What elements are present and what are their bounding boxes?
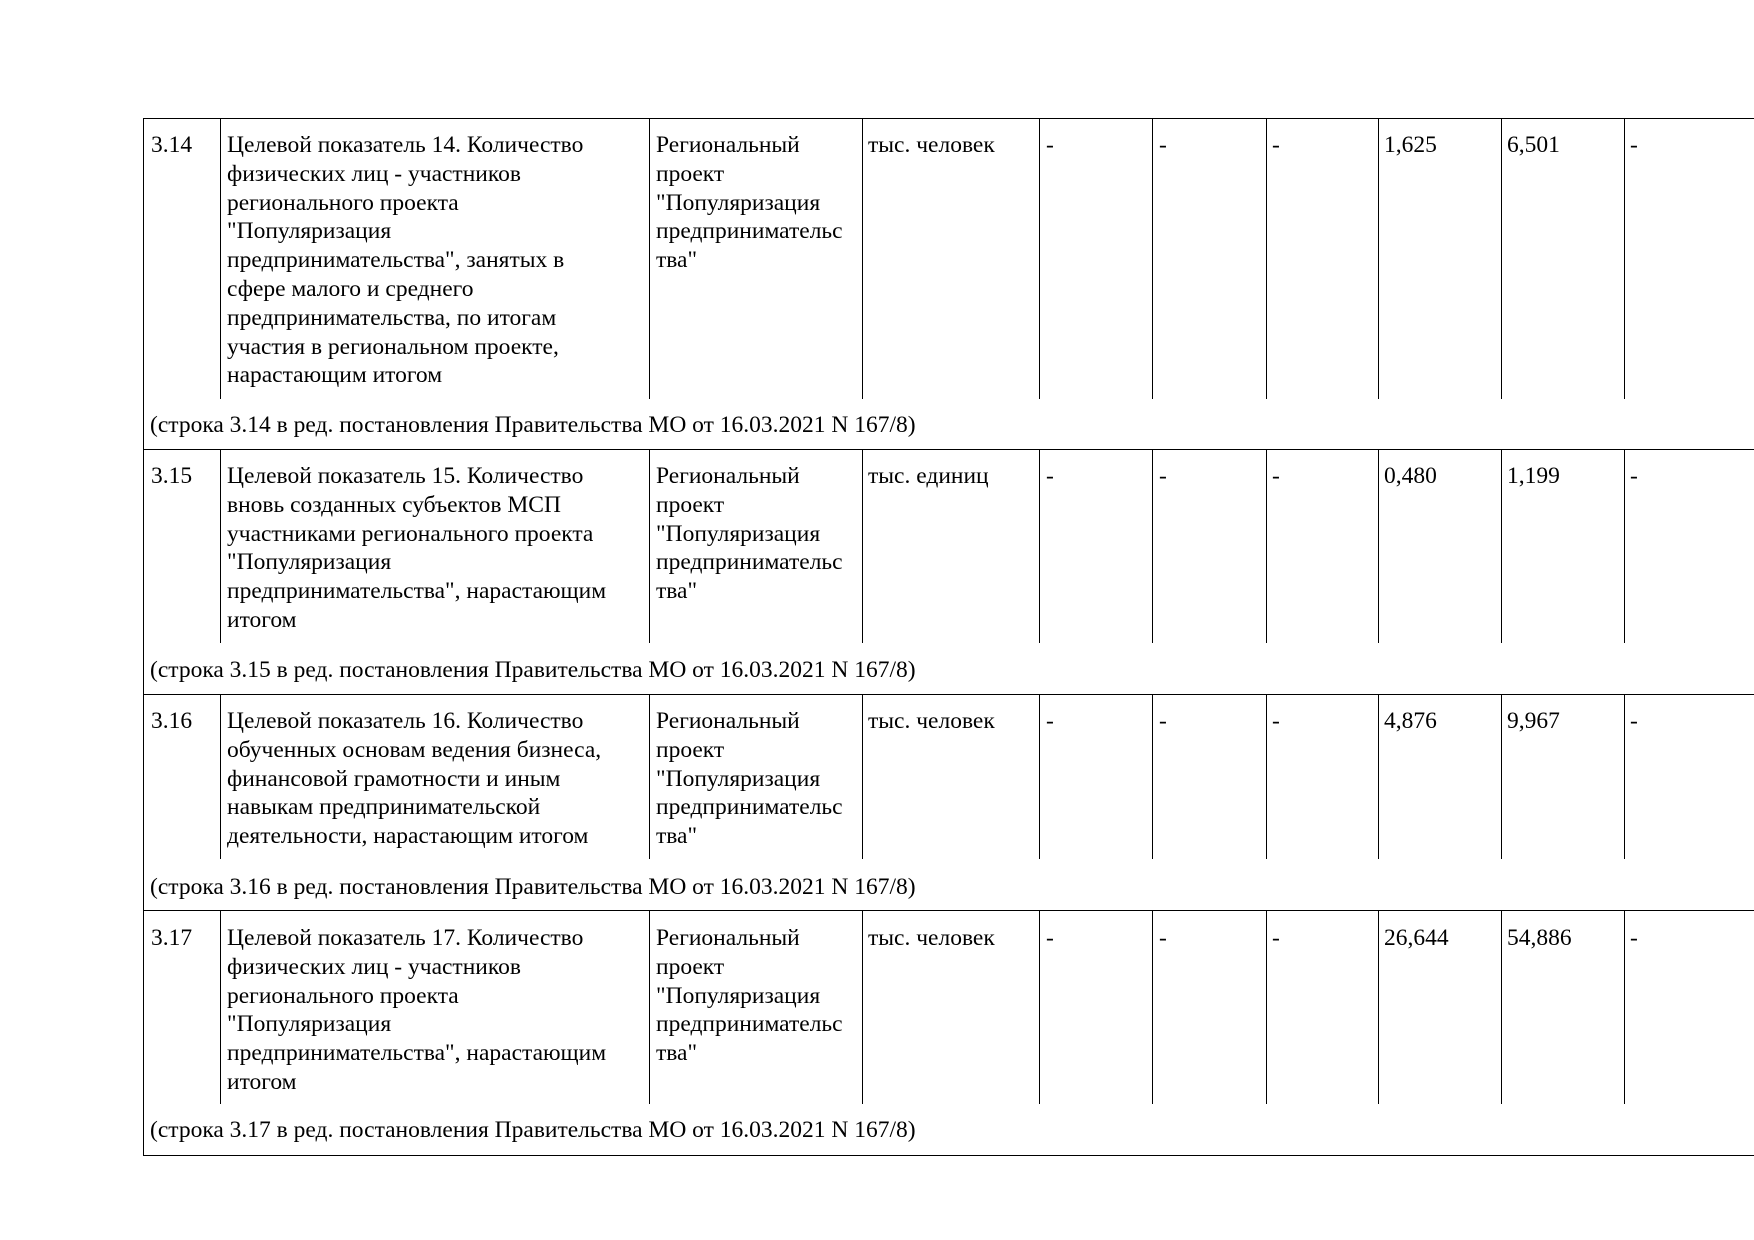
column-divider <box>1624 118 1625 399</box>
value-cell: - <box>1046 708 1054 734</box>
source-text: Региональный проект "Популяризация предпринимательс тва" <box>656 708 843 850</box>
indicator-text: Целевой показатель 17. Количество физических лиц - участников регионального проекта "Популяризация предпринимательства", нарастающим итогом <box>227 925 607 1095</box>
column-divider <box>649 449 650 643</box>
value-cell: - <box>1272 925 1280 951</box>
indicator-text: Целевой показатель 16. Количество обученных основам ведения бизнеса, финансовой грамотности и иным навыкам предпринимательской деятельности, нарастающим итогом <box>227 708 602 850</box>
source-text: Региональный проект "Популяризация предпринимательс тва" <box>656 925 843 1067</box>
column-divider <box>1039 694 1040 859</box>
row-number: 3.14 <box>151 132 193 158</box>
table-left-border <box>143 118 144 1155</box>
column-divider <box>1624 694 1625 859</box>
value-cell: 26,644 <box>1384 925 1449 951</box>
column-divider <box>1266 449 1267 643</box>
table-rule <box>143 910 1754 911</box>
amendment-note: (строка 3.17 в ред. постановления Правительства МО от 16.03.2021 N 167/8) <box>150 1117 916 1143</box>
value-cell: 54,886 <box>1507 925 1572 951</box>
value-cell: - <box>1159 463 1167 489</box>
column-divider <box>1152 910 1153 1104</box>
value-cell: - <box>1630 708 1638 734</box>
column-divider <box>1266 694 1267 859</box>
value-cell: 9,967 <box>1507 708 1560 734</box>
column-divider <box>1501 910 1502 1104</box>
row-number: 3.17 <box>151 925 193 951</box>
value-cell: - <box>1159 925 1167 951</box>
value-cell: 1,625 <box>1384 132 1437 158</box>
column-divider <box>1378 118 1379 399</box>
source-text: Региональный проект "Популяризация предпринимательс тва" <box>656 463 843 605</box>
value-cell: - <box>1630 463 1638 489</box>
unit-cell: тыс. человек <box>868 708 995 734</box>
column-divider <box>1152 694 1153 859</box>
column-divider <box>220 910 221 1104</box>
row-number: 3.15 <box>151 463 193 489</box>
unit-cell: тыс. человек <box>868 925 995 951</box>
value-cell: - <box>1159 132 1167 158</box>
value-cell: - <box>1272 708 1280 734</box>
table-rule <box>143 694 1754 695</box>
unit-cell: тыс. человек <box>868 132 995 158</box>
value-cell: 1,199 <box>1507 463 1560 489</box>
column-divider <box>649 910 650 1104</box>
row-number: 3.16 <box>151 708 193 734</box>
value-cell: - <box>1272 463 1280 489</box>
column-divider <box>862 118 863 399</box>
value-cell: 6,501 <box>1507 132 1560 158</box>
column-divider <box>1501 449 1502 643</box>
amendment-note: (строка 3.15 в ред. постановления Правительства МО от 16.03.2021 N 167/8) <box>150 657 916 683</box>
indicator-text: Целевой показатель 14. Количество физических лиц - участников регионального проекта "Популяризация предпринимательства", занятых в сфере малого и среднего предпринимательства, по итогам участия в региональном проекте, нарастающим итогом <box>227 132 584 389</box>
column-divider <box>220 449 221 643</box>
column-divider <box>1039 449 1040 643</box>
value-cell: - <box>1272 132 1280 158</box>
table-rule <box>143 449 1754 450</box>
amendment-note: (строка 3.14 в ред. постановления Правительства МО от 16.03.2021 N 167/8) <box>150 412 916 438</box>
column-divider <box>220 694 221 859</box>
value-cell: - <box>1630 132 1638 158</box>
table-rule <box>143 118 1754 119</box>
column-divider <box>1378 694 1379 859</box>
value-cell: - <box>1159 708 1167 734</box>
value-cell: 0,480 <box>1384 463 1437 489</box>
column-divider <box>220 118 221 399</box>
column-divider <box>862 449 863 643</box>
value-cell: - <box>1630 925 1638 951</box>
table-rule <box>143 1155 1754 1156</box>
value-cell: - <box>1046 463 1054 489</box>
column-divider <box>649 694 650 859</box>
source-text: Региональный проект "Популяризация предпринимательс тва" <box>656 132 843 274</box>
column-divider <box>1266 910 1267 1104</box>
column-divider <box>1501 118 1502 399</box>
column-divider <box>1624 910 1625 1104</box>
column-divider <box>1039 118 1040 399</box>
value-cell: 4,876 <box>1384 708 1437 734</box>
column-divider <box>1624 449 1625 643</box>
column-divider <box>1152 118 1153 399</box>
amendment-note: (строка 3.16 в ред. постановления Правительства МО от 16.03.2021 N 167/8) <box>150 874 916 900</box>
value-cell: - <box>1046 925 1054 951</box>
column-divider <box>1039 910 1040 1104</box>
column-divider <box>1152 449 1153 643</box>
value-cell: - <box>1046 132 1054 158</box>
unit-cell: тыс. единиц <box>868 463 989 489</box>
column-divider <box>1378 449 1379 643</box>
column-divider <box>862 694 863 859</box>
indicator-text: Целевой показатель 15. Количество вновь созданных субъектов МСП участниками регионального проекта "Популяризация предпринимательства", нарастающим итогом <box>227 463 607 633</box>
column-divider <box>1266 118 1267 399</box>
column-divider <box>649 118 650 399</box>
column-divider <box>1378 910 1379 1104</box>
column-divider <box>862 910 863 1104</box>
column-divider <box>1501 694 1502 859</box>
